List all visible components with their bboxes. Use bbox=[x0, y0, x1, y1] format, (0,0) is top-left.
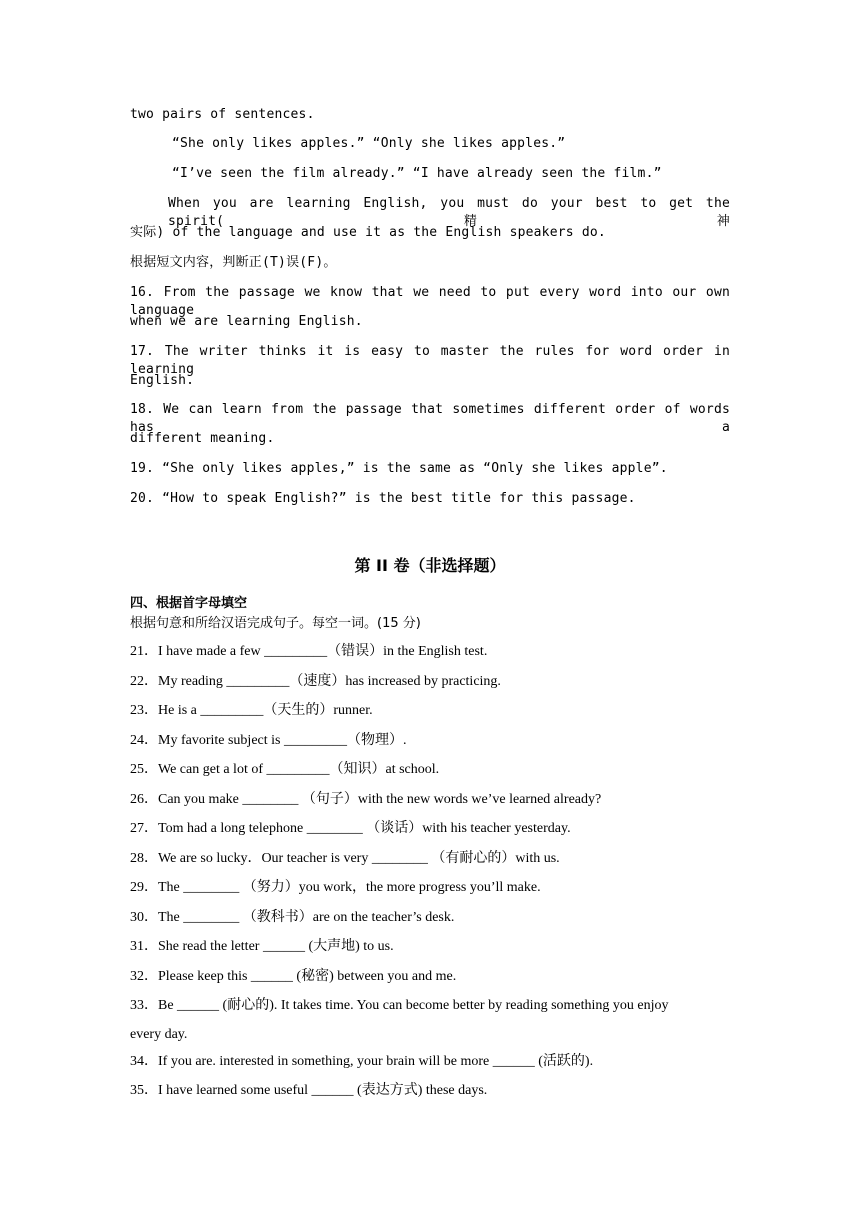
fill-question-24: 24．My favorite subject is _________（物理）. bbox=[130, 733, 407, 748]
tf-question-18-cont: different meaning. bbox=[130, 431, 275, 446]
passage-line: 实际) of the language and use it as the English speakers do. bbox=[130, 225, 606, 240]
section-heading: 四、根据首字母填空 bbox=[130, 596, 248, 611]
fill-question-35: 35．I have learned some useful ______ (表达方式) these days. bbox=[130, 1083, 488, 1098]
fill-question-25: 25．We can get a lot of _________（知识）at school. bbox=[130, 762, 440, 777]
tf-question-20: 20. “How to speak English?” is the best title for this passage. bbox=[130, 491, 636, 506]
section-title: 第 II 卷（非选择题） bbox=[354, 556, 506, 575]
tf-question-16: 16. From the passage we know that we need to put every word into our own language bbox=[130, 285, 730, 318]
fill-question-32: 32．Please keep this ______ (秘密) between you and me. bbox=[130, 969, 457, 984]
fill-question-26: 26．Can you make ________ （句子）with the new words we’ve learned already? bbox=[130, 792, 602, 807]
fill-question-27: 27．Tom had a long telephone ________ （谈话）with his teacher yesterday. bbox=[130, 821, 571, 836]
passage-line: two pairs of sentences. bbox=[130, 107, 315, 122]
passage-line: “She only likes apples.” “Only she likes apples.” bbox=[172, 136, 566, 151]
fill-question-33: 33．Be ______ (耐心的). It takes time. You can become better by reading something you enjoy bbox=[130, 998, 669, 1013]
fill-question-31: 31．She read the letter ______ (大声地) to us. bbox=[130, 939, 394, 954]
fill-question-33-cont: every day. bbox=[130, 1027, 188, 1042]
tf-question-17: 17. The writer thinks it is easy to master the rules for word order in learning bbox=[130, 344, 730, 377]
fill-question-23: 23．He is a _________（天生的）runner. bbox=[130, 703, 373, 718]
tf-question-18: 18. We can learn from the passage that sometimes different order of words has a bbox=[130, 402, 730, 435]
fill-question-21: 21．I have made a few _________（错误）in the English test. bbox=[130, 644, 488, 659]
section-instruction: 根据句意和所给汉语完成句子。每空一词。(15 分) bbox=[130, 616, 421, 631]
passage-line: “I’ve seen the film already.” “I have already seen the film.” bbox=[172, 166, 662, 181]
fill-question-30: 30．The ________ （教科书）are on the teacher’s desk. bbox=[130, 910, 455, 925]
tf-question-17-cont: English. bbox=[130, 373, 195, 388]
tf-question-19: 19. “She only likes apples,” is the same as “Only she likes apple”. bbox=[130, 461, 668, 476]
tf-instruction: 根据短文内容，判断正(T)误(F)。 bbox=[130, 255, 337, 270]
passage-line: When you are learning English, you must do your best to get the spirit(精神 bbox=[168, 196, 730, 229]
fill-question-34: 34．If you are. interested in something, your brain will be more ______ (活跃的). bbox=[130, 1054, 594, 1069]
fill-question-22: 22．My reading _________（速度）has increased by practicing. bbox=[130, 674, 501, 689]
tf-question-16-cont: when we are learning English. bbox=[130, 314, 363, 329]
fill-question-28: 28．We are so lucky．Our teacher is very ________ （有耐心的）with us. bbox=[130, 851, 560, 866]
fill-question-29: 29．The ________ （努力）you work，the more progress you’ll make. bbox=[130, 880, 541, 895]
